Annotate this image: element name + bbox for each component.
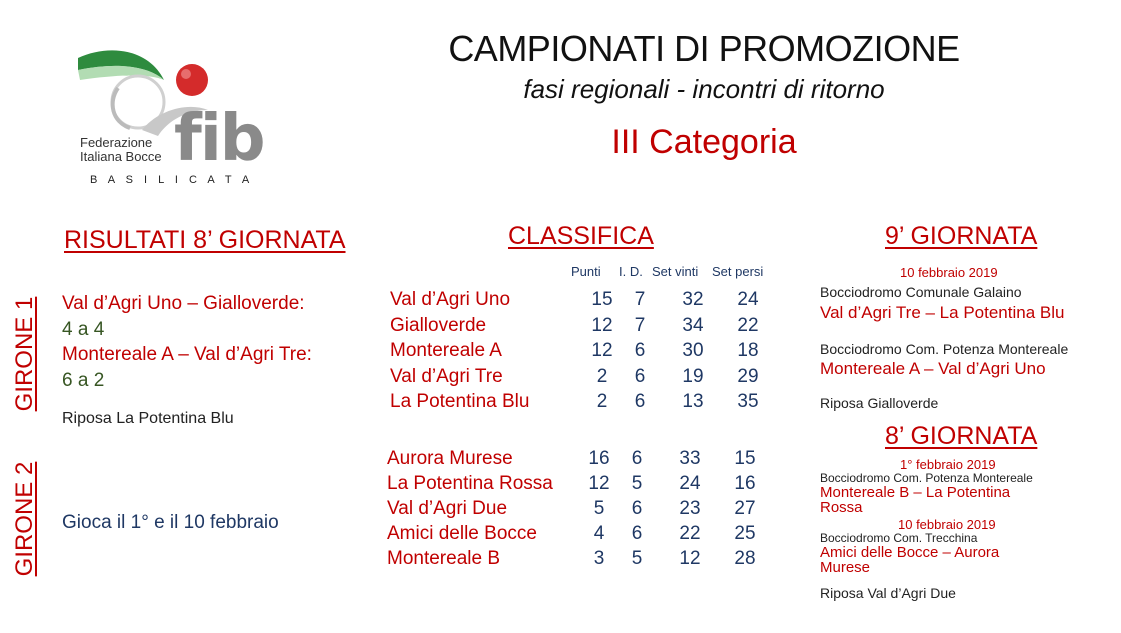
team-punti: 15 [591, 289, 613, 310]
team-punti: 2 [596, 391, 608, 412]
team-set-vinti: 12 [679, 548, 701, 569]
team-set-persi: 16 [734, 473, 756, 494]
g1-riposa: Riposa La Potentina Blu [62, 410, 234, 427]
g2-note: Gioca il 1° e il 10 febbraio [62, 512, 279, 533]
team-set-vinti: 22 [679, 523, 701, 544]
team-punti: 2 [596, 365, 608, 387]
team-id: 6 [631, 448, 643, 469]
giornata9-venue-2: Bocciodromo Com. Potenza Montereale [820, 341, 1069, 357]
col-set-vinti: Set vinti [652, 264, 699, 279]
team-punti: 12 [591, 340, 613, 361]
team-id: 6 [634, 340, 646, 361]
giornata8-date-2: 10 febbraio 2019 [898, 517, 996, 532]
team-id: 7 [634, 314, 646, 336]
team-name: Gialloverde [390, 314, 487, 336]
team-id: 6 [631, 498, 643, 519]
col-punti: Punti [571, 264, 601, 279]
g1-score-2: 6 a 2 [62, 370, 105, 391]
team-name: Aurora Murese [387, 448, 513, 469]
logo-line2: Italiana Bocce [80, 149, 162, 164]
team-name: La Potentina Rossa [387, 473, 553, 494]
team-set-persi: 22 [737, 314, 759, 336]
team-set-persi: 25 [734, 523, 756, 544]
girone-2-label: GIRONE 2 [11, 461, 38, 577]
giornata8-match-2 [820, 545, 999, 575]
team-set-persi: 29 [737, 365, 759, 387]
team-name: Montereale A [390, 340, 502, 361]
team-id: 7 [634, 289, 646, 310]
team-punti: 3 [593, 548, 605, 569]
team-set-persi: 35 [737, 391, 759, 412]
giornata8-venue-1: Bocciodromo Com. Potenza Montereale [820, 471, 1033, 485]
team-id: 6 [634, 365, 646, 387]
giornata8-riposa: Riposa Val d’Agri Due [820, 585, 956, 601]
giornata9-heading: 9’ GIORNATA [885, 222, 1038, 250]
team-set-persi: 27 [734, 498, 756, 519]
girone-1-label: GIRONE 1 [11, 296, 38, 412]
results-heading: RISULTATI 8’ GIORNATA [64, 226, 346, 254]
classifica-heading: CLASSIFICA [508, 222, 654, 250]
team-name: Val d’Agri Due [387, 498, 508, 519]
giornata8-date-1: 1° febbraio 2019 [900, 457, 996, 472]
team-id: 6 [634, 391, 646, 412]
giornata8-heading: 8’ GIORNATA [885, 422, 1038, 450]
giornata9-venue-1: Bocciodromo Comunale Galaino [820, 284, 1022, 300]
g1-match-1: Val d’Agri Uno – Gialloverde: [62, 293, 305, 314]
page-subtitle: fasi regionali - incontri di ritorno [523, 74, 885, 104]
giornata8-match-1 [820, 485, 1010, 515]
fib-logo [78, 40, 278, 190]
giornata8-match-1-line1: Montereale B – La Potentina [820, 484, 1011, 501]
page-title: CAMPIONATI DI PROMOZIONE [448, 28, 960, 69]
giornata9-date: 10 febbraio 2019 [900, 265, 998, 280]
logo-region: B A S I L I C A T A [90, 174, 254, 186]
team-set-vinti: 32 [682, 289, 704, 310]
col-id: I. D. [619, 264, 643, 279]
team-name: La Potentina Blu [390, 391, 530, 412]
team-set-vinti: 30 [682, 340, 704, 361]
col-set-persi: Set persi [712, 264, 764, 279]
team-punti: 12 [591, 314, 613, 336]
team-name: Val d’Agri Tre [390, 365, 503, 387]
team-set-persi: 24 [737, 289, 759, 310]
g1-match-2: Montereale A – Val d’Agri Tre: [62, 344, 312, 365]
team-punti: 16 [588, 448, 610, 469]
team-id: 6 [631, 523, 643, 544]
giornata8-match-2-line1: Amici delle Bocce – Aurora [820, 544, 1000, 561]
giornata9-match-1: Val d’Agri Tre – La Potentina Blu [820, 303, 1065, 322]
logo-line1: Federazione [80, 135, 153, 150]
team-punti: 4 [593, 523, 605, 544]
team-id: 5 [631, 548, 643, 569]
team-set-persi: 28 [734, 548, 756, 569]
giornata8-match-1-line2: Rossa [820, 499, 863, 516]
team-set-vinti: 13 [682, 391, 704, 412]
giornata9-match-2: Montereale A – Val d’Agri Uno [820, 359, 1046, 378]
giornata9-riposa: Riposa Gialloverde [820, 395, 939, 411]
giornata8-venue-2: Bocciodromo Com. Trecchina [820, 531, 978, 545]
team-id: 5 [631, 473, 643, 494]
g1-score-1: 4 a 4 [62, 319, 105, 340]
logo-brand: fib [174, 102, 264, 176]
team-name: Amici delle Bocce [387, 523, 537, 544]
team-punti: 5 [593, 498, 605, 519]
category-title: III Categoria [611, 123, 797, 161]
giornata8-match-2-line2: Murese [820, 559, 871, 576]
team-set-vinti: 23 [679, 498, 701, 519]
team-set-vinti: 34 [682, 314, 704, 336]
team-set-persi: 15 [734, 448, 756, 469]
team-name: Val d’Agri Uno [390, 289, 511, 310]
team-set-vinti: 24 [679, 473, 701, 494]
team-set-vinti: 19 [682, 365, 704, 387]
team-name: Montereale B [387, 548, 501, 569]
team-punti: 12 [588, 473, 610, 494]
team-set-vinti: 33 [679, 448, 701, 469]
team-set-persi: 18 [737, 340, 759, 361]
